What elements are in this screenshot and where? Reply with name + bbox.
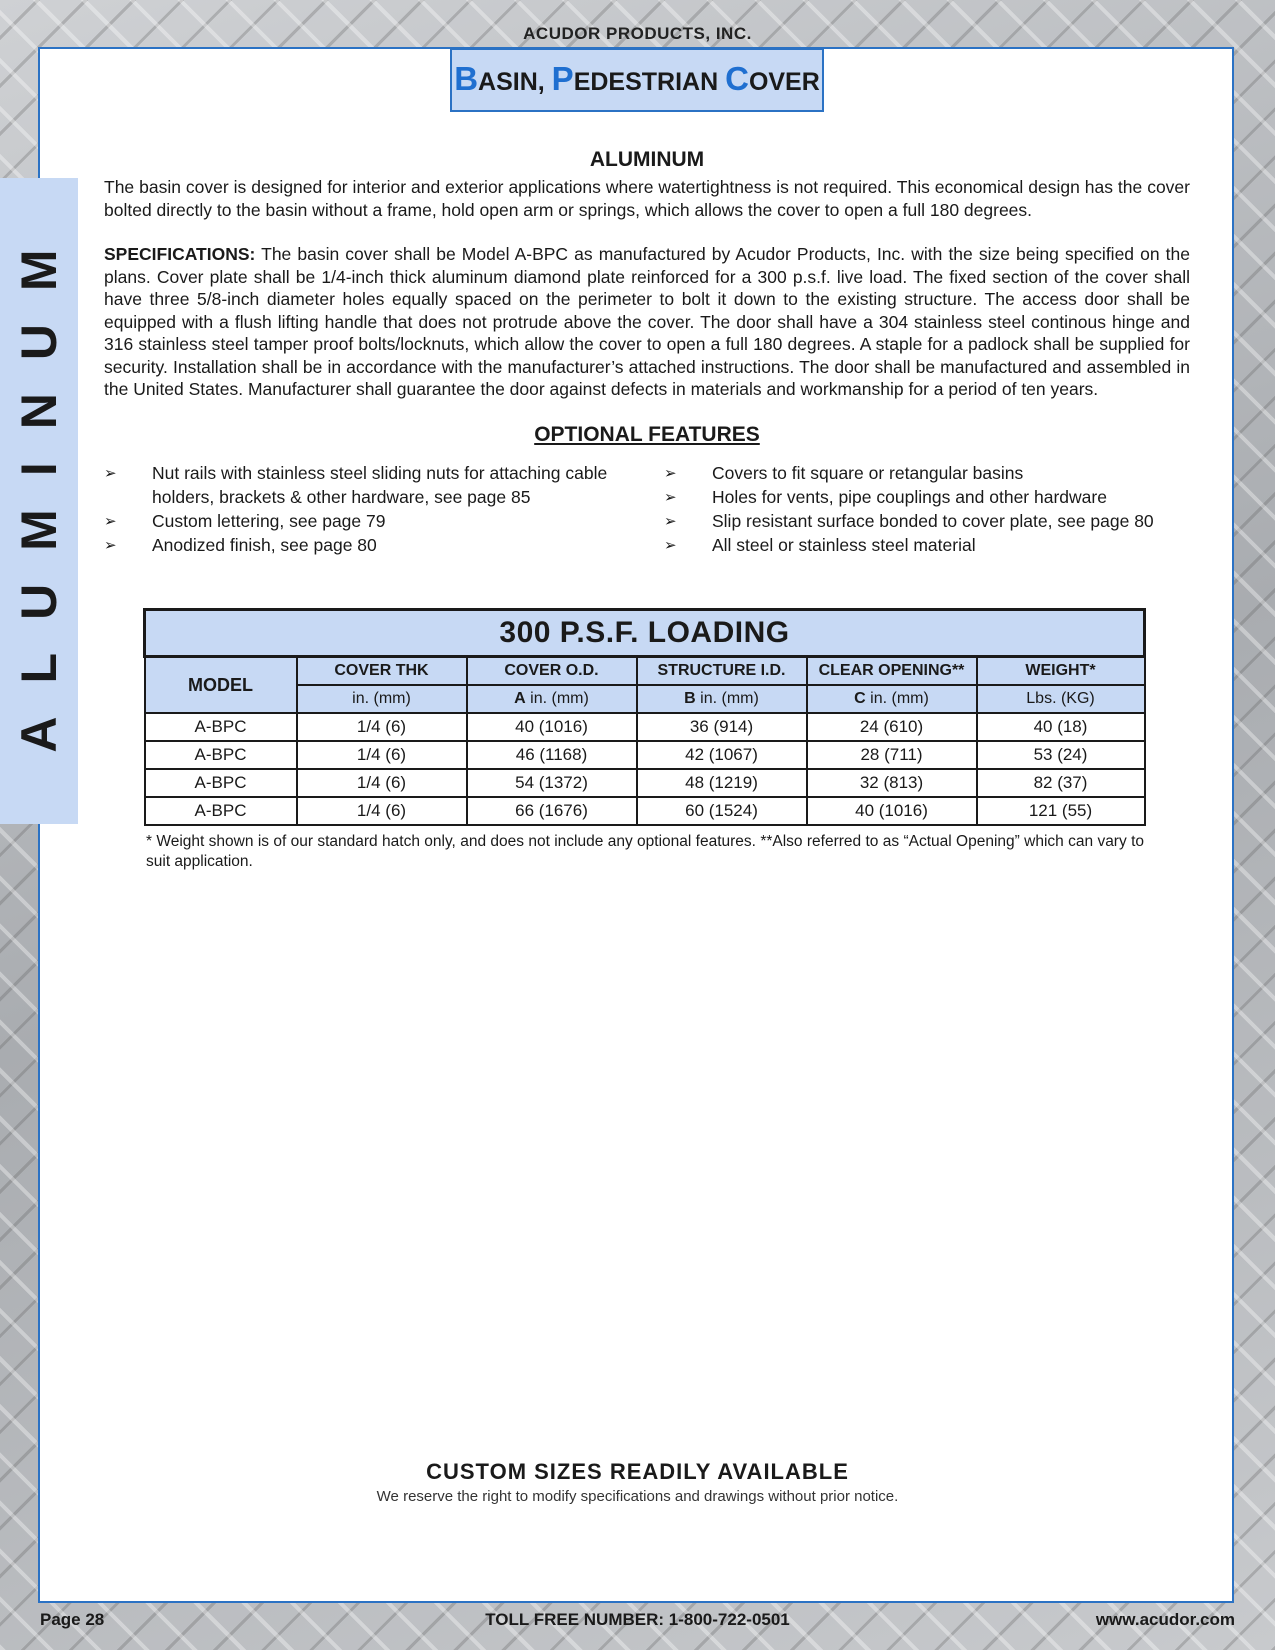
feature-item [664, 509, 1190, 533]
toll-free-number: TOLL FREE NUMBER: 1-800-722-0501 [485, 1610, 790, 1629]
page-title [450, 48, 824, 112]
table-cell: 40 (18) [977, 713, 1145, 741]
table-cell: 53 (24) [977, 741, 1145, 769]
column-unit [637, 685, 807, 713]
feature-item [664, 461, 1190, 485]
column-unit [467, 685, 637, 713]
table-row [145, 797, 1145, 825]
table-cell: 66 (1676) [467, 797, 637, 825]
table-cell: 1/4 (6) [297, 713, 467, 741]
feature-item [104, 509, 664, 533]
title-initial: P [551, 60, 574, 97]
table-cell: A-BPC [145, 769, 297, 797]
column-header: STRUCTURE I.D. [637, 657, 807, 686]
unit-prefix: B [684, 690, 696, 707]
table-cell: 36 (914) [637, 713, 807, 741]
unit-prefix: A [514, 690, 526, 707]
table-footnote: * Weight shown is of our standard hatch only, and does not include any optional features. **Also referred to as “Actual Opening” which can vary to suit application. [146, 833, 1144, 870]
feature-text: Slip resistant surface bonded to cover plate, see page 80 [712, 510, 1154, 531]
company-name: ACUDOR PRODUCTS, INC. [523, 24, 752, 43]
title-rest: EDESTRIAN [573, 68, 726, 96]
disclaimer: We reserve the right to modify specifications and drawings without prior notice. [376, 1488, 899, 1505]
feature-item [104, 461, 664, 509]
table-cell: 40 (1016) [467, 713, 637, 741]
column-header-model: MODEL [145, 657, 297, 714]
feature-item [104, 533, 664, 557]
arrow-bullet-icon: ➢ [664, 535, 677, 554]
feature-text: Custom lettering, see page 79 [152, 510, 386, 531]
column-header: CLEAR OPENING** [807, 657, 977, 686]
arrow-bullet-icon: ➢ [104, 511, 117, 530]
table-cell: 1/4 (6) [297, 797, 467, 825]
unit-text: in. (mm) [352, 690, 411, 707]
table-row [145, 769, 1145, 797]
column-unit [297, 685, 467, 713]
optional-features-list [104, 461, 1190, 557]
features-left-column [104, 461, 664, 557]
unit-text: in. (mm) [865, 690, 929, 707]
website-link[interactable]: www.acudor.com [1095, 1610, 1235, 1629]
table-row [145, 741, 1145, 769]
title-initial: C [725, 60, 749, 97]
specifications-paragraph [104, 243, 1190, 401]
specifications-text: The basin cover shall be Model A-BPC as manufactured by Acudor Products, Inc. with the size being specified on the plans. Cover plate shall be 1/4-inch thick aluminum diamond plate reinforced for a 300 p.s.f. live load. The fixed section of the cover shall have three 5/8-inch diameter holes equally spaced on the perimeter to bolt it down to the existing structure. The access door shall be equipped with a flush lifting handle that does not protrude above the cover. The door shall have a 304 stainless steel continous hinge and 316 stainless steel tamper proof bolts/locknuts, which allow the cover to open a full 180 degrees. A staple for a padlock shall be supplied for security. Installation shall be in accordance with the manufacturer’s attached instructions. The door shall be manufactured and assembled in the United States. Manufacturer shall guarantee the door against defects in materials and workmanship for a period of ten years. [104, 244, 1190, 399]
specifications-label: SPECIFICATIONS: [104, 244, 256, 264]
unit-text: Lbs. (KG) [1026, 690, 1095, 707]
loading-table-wrapper [143, 608, 1146, 826]
table-cell: A-BPC [145, 741, 297, 769]
table-cell: 42 (1067) [637, 741, 807, 769]
intro-paragraph: The basin cover is designed for interior and exterior applications where watertightness is not required. This economical design has the cover bolted directly to the basin without a frame, hold open arm or springs, which allows the cover to open a full 180 degrees. [104, 177, 1190, 220]
loading-table [143, 608, 1146, 826]
feature-text: Nut rails with stainless steel sliding nuts for attaching cable holders, brackets & other hardware, see page 85 [152, 462, 608, 507]
main-content [104, 148, 1190, 557]
feature-text: Holes for vents, pipe couplings and other hardware [712, 486, 1107, 507]
table-cell: 32 (813) [807, 769, 977, 797]
table-cell: 1/4 (6) [297, 769, 467, 797]
table-cell: 60 (1524) [637, 797, 807, 825]
table-header-row [145, 657, 1145, 686]
optional-features-title: OPTIONAL FEATURES [534, 422, 760, 446]
table-cell: 28 (711) [807, 741, 977, 769]
title-rest: OVER [748, 68, 820, 96]
column-unit [977, 685, 1145, 713]
table-cell: 1/4 (6) [297, 741, 467, 769]
custom-sizes-heading: CUSTOM SIZES READILY AVAILABLE [426, 1459, 849, 1484]
arrow-bullet-icon: ➢ [664, 463, 677, 482]
unit-prefix: C [854, 690, 866, 707]
table-cell: A-BPC [145, 797, 297, 825]
section-title: ALUMINUM [589, 148, 705, 171]
table-cell: 48 (1219) [637, 769, 807, 797]
page-number: Page 28 [40, 1610, 105, 1629]
arrow-bullet-icon: ➢ [104, 535, 117, 554]
table-cell: 46 (1168) [467, 741, 637, 769]
feature-text: Covers to fit square or retangular basins [712, 462, 1024, 483]
column-header: WEIGHT* [977, 657, 1145, 686]
table-cell: A-BPC [145, 713, 297, 741]
arrow-bullet-icon: ➢ [664, 511, 677, 530]
table-cell: 82 (37) [977, 769, 1145, 797]
title-initial: B [454, 60, 479, 97]
column-unit [807, 685, 977, 713]
feature-item [664, 485, 1190, 509]
table-title-row [145, 610, 1145, 657]
table-row [145, 713, 1145, 741]
title-rest: ASIN, [478, 68, 552, 96]
side-tab [0, 178, 78, 824]
features-right-column [664, 461, 1190, 557]
feature-text: Anodized finish, see page 80 [152, 534, 377, 555]
arrow-bullet-icon: ➢ [104, 463, 117, 482]
column-header: COVER THK [297, 657, 467, 686]
table-title: 300 P.S.F. LOADING [145, 610, 1145, 657]
side-tab-label: ALUMINUM [11, 216, 67, 753]
table-cell: 54 (1372) [467, 769, 637, 797]
table-cell: 40 (1016) [807, 797, 977, 825]
arrow-bullet-icon: ➢ [664, 487, 677, 506]
unit-text: in. (mm) [695, 690, 759, 707]
table-cell: 24 (610) [807, 713, 977, 741]
feature-item [664, 533, 1190, 557]
column-header: COVER O.D. [467, 657, 637, 686]
table-cell: 121 (55) [977, 797, 1145, 825]
feature-text: All steel or stainless steel material [712, 534, 976, 555]
unit-text: in. (mm) [525, 690, 589, 707]
